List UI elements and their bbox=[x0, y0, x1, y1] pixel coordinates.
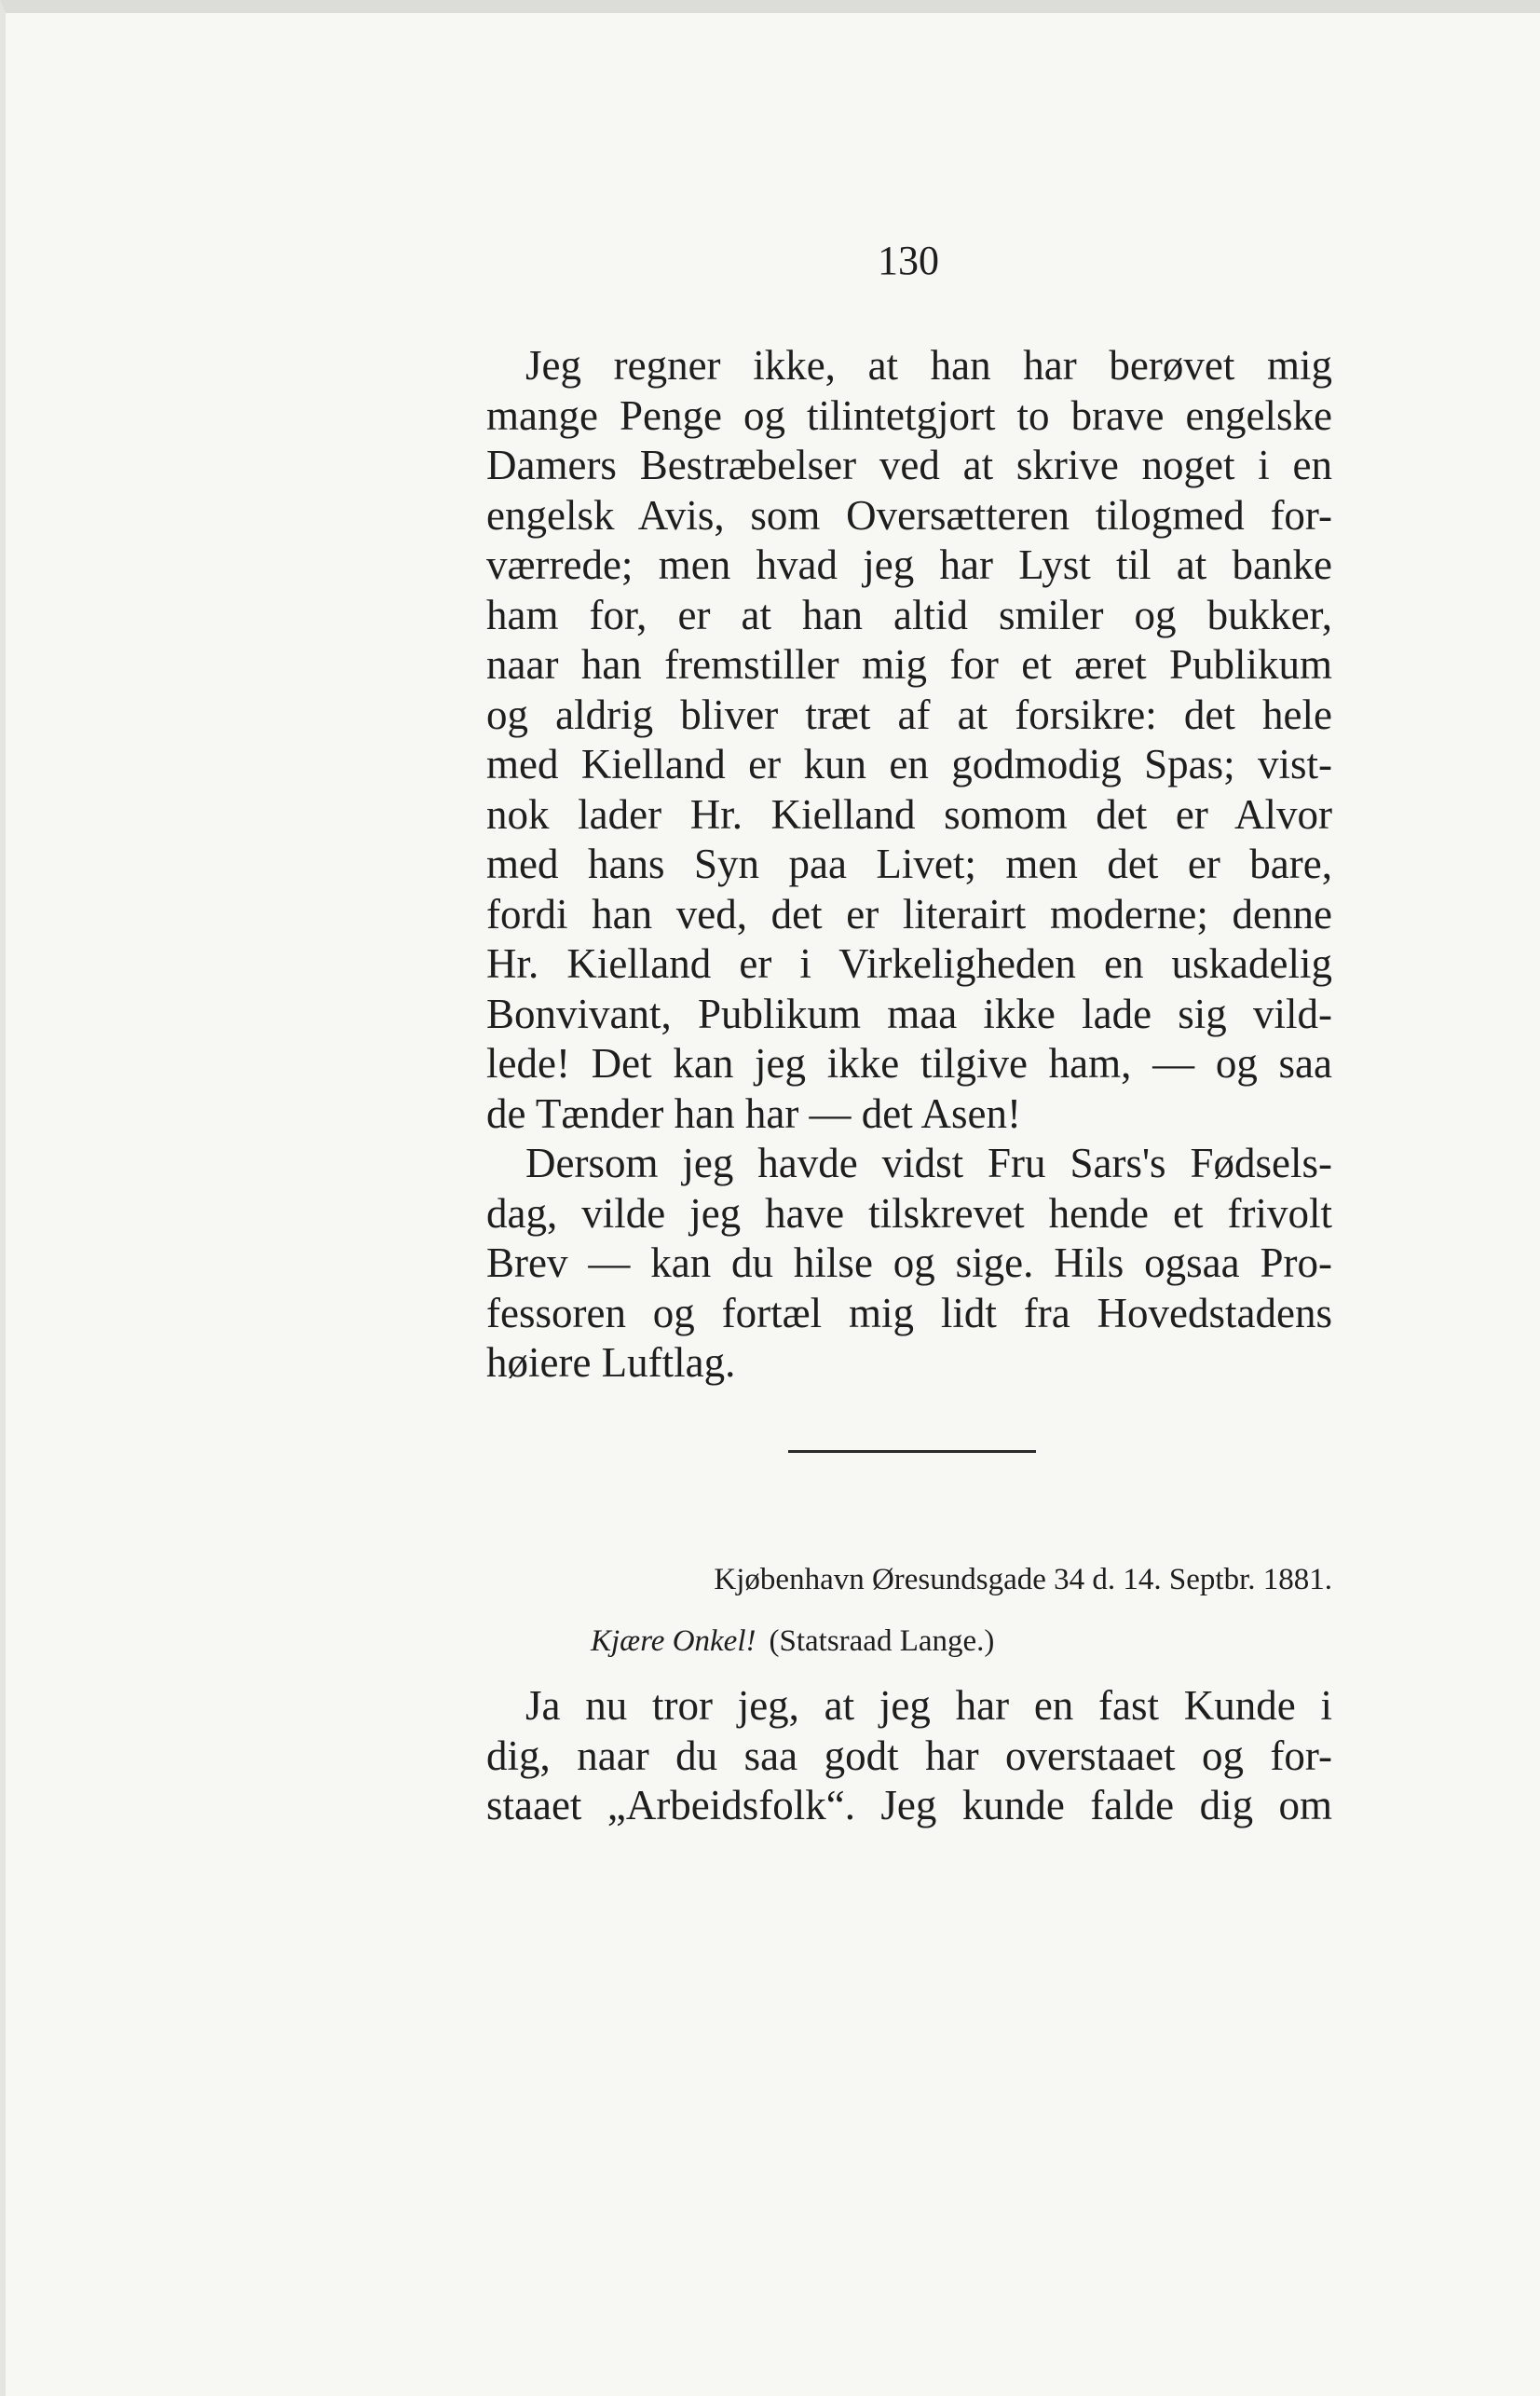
recipient-note: (Statsraad Lange.) bbox=[769, 1624, 995, 1658]
section-divider bbox=[788, 1450, 1036, 1453]
letter-salutation bbox=[591, 1622, 994, 1661]
text-line: Damers Bestræbelser ved at skrive noget i en bbox=[486, 442, 1332, 488]
text-line: engelsk Avis, som Oversætteren tilogmed for- bbox=[486, 491, 1332, 539]
text-line: med Kielland er kun en godmodig Spas; vist- bbox=[486, 741, 1332, 787]
text-line: med hans Syn paa Livet; men det er bare, bbox=[486, 841, 1332, 887]
text-line: naar han fremstiller mig for et æret Publikum bbox=[486, 641, 1332, 688]
letter-heading: Kjøbenhavn Øresundsgade 34 d. 14. Septbr. 1881. bbox=[714, 1563, 1332, 1596]
text-line: fordi han ved, det er literairt moderne; denne bbox=[486, 890, 1332, 938]
text-line: Jeg regner ikke, at han har berøvet mig bbox=[525, 342, 1332, 389]
text-line: lede! Det kan jeg ikke tilgive ham, — og saa bbox=[486, 1040, 1332, 1087]
letter-body bbox=[486, 1681, 1332, 1831]
text-line: nok lader Hr. Kielland somom det er Alvor bbox=[486, 790, 1332, 838]
text-line: Dersom jeg havde vidst Fru Sars's Fødsels- bbox=[525, 1140, 1332, 1186]
paragraph bbox=[486, 1139, 1332, 1389]
text-line: Ja nu tror jeg, at jeg har en fast Kunde i bbox=[525, 1682, 1332, 1729]
text-line: Brev — kan du hilse og sige. Hils ogsaa Pro- bbox=[486, 1239, 1332, 1286]
paragraph bbox=[486, 1681, 1332, 1831]
text-line: og aldrig bliver træt af at forsikre: det hele bbox=[486, 691, 1332, 738]
text-line: fessoren og fortæl mig lidt fra Hovedstadens bbox=[486, 1289, 1332, 1336]
text-line: Bonvivant, Publikum maa ikke lade sig vild- bbox=[486, 990, 1332, 1037]
paragraph bbox=[486, 341, 1332, 1139]
letter-greeting: Kjære Onkel! bbox=[591, 1624, 756, 1658]
page-number: 130 bbox=[878, 238, 939, 283]
body-text bbox=[486, 341, 1332, 1389]
text-line: staaet „Arbeidsfolk“. Jeg kunde falde dig om bbox=[486, 1782, 1332, 1828]
text-line: dig, naar du saa godt har overstaaet og for- bbox=[486, 1732, 1332, 1779]
text-line: værrede; men hvad jeg har Lyst til at banke bbox=[486, 541, 1332, 588]
text-line: mange Penge og tilintetgjort to brave engelske bbox=[486, 391, 1332, 439]
text-line: ham for, er at han altid smiler og bukker, bbox=[486, 591, 1332, 638]
text-line: høiere Luftlag. bbox=[486, 1339, 736, 1386]
text-line: dag, vilde jeg have tilskrevet hende et frivolt bbox=[486, 1189, 1332, 1237]
text-line: Hr. Kielland er i Virkeligheden en uskadelig bbox=[486, 940, 1332, 987]
text-line: de Tænder han har — det Asen! bbox=[486, 1089, 1022, 1137]
